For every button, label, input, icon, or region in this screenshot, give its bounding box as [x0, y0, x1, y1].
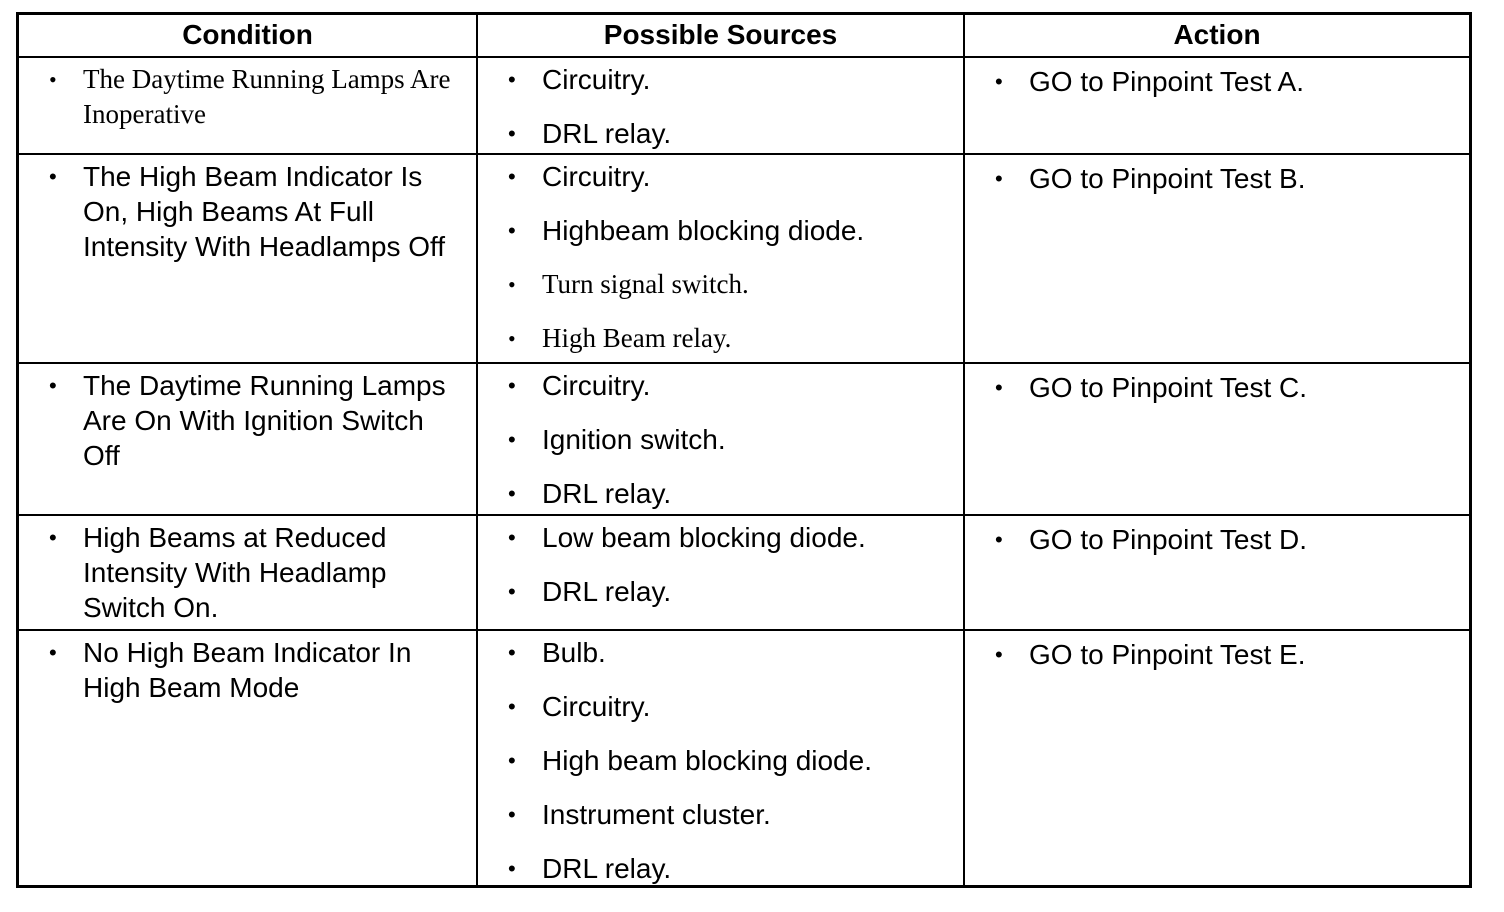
bullet: • [995, 69, 1003, 94]
table-row [19, 364, 1469, 516]
source-item: DRL relay. [542, 118, 672, 149]
source-item: Ignition switch. [542, 424, 726, 455]
bullet: • [49, 373, 57, 398]
action-cell [965, 155, 1469, 362]
bullet: • [508, 748, 516, 773]
action-text: GO to Pinpoint Test E. [1029, 639, 1306, 670]
table-row [19, 516, 1469, 631]
action-text: GO to Pinpoint Test A. [1029, 66, 1304, 97]
sources-cell [478, 364, 965, 514]
source-item: Circuitry. [542, 161, 651, 192]
bullet: • [49, 67, 57, 92]
source-item: Low beam blocking diode. [542, 522, 866, 553]
source-item: Turn signal switch. [542, 269, 749, 299]
source-item: Circuitry. [542, 691, 651, 722]
source-item: Bulb. [542, 637, 606, 668]
source-item: Circuitry. [542, 64, 651, 95]
condition-text: No High Beam Indicator In High Beam Mode [83, 637, 412, 703]
bullet: • [508, 67, 516, 92]
bullet: • [49, 164, 57, 189]
sources-cell [478, 155, 965, 362]
action-cell [965, 631, 1469, 885]
bullet: • [49, 640, 57, 665]
condition-text: The Daytime Running Lamps Are On With Ignition Switch Off [83, 370, 446, 471]
source-item: Circuitry. [542, 370, 651, 401]
condition-text: High Beams at Reduced Intensity With Headlamp Switch On. [83, 522, 387, 623]
header-condition: Condition [19, 15, 478, 56]
condition-cell [19, 155, 478, 362]
diagnosis-table [16, 12, 1472, 888]
action-text: GO to Pinpoint Test B. [1029, 163, 1306, 194]
bullet: • [995, 642, 1003, 667]
bullet: • [508, 326, 516, 351]
header-row [19, 15, 1469, 58]
condition-cell [19, 58, 478, 153]
bullet: • [995, 527, 1003, 552]
table-row [19, 58, 1469, 155]
bullet: • [508, 802, 516, 827]
source-item: DRL relay. [542, 576, 672, 607]
bullet: • [508, 525, 516, 550]
condition-text: The High Beam Indicator Is On, High Beams At Full Intensity With Headlamps Off [83, 161, 446, 262]
bullet: • [508, 427, 516, 452]
source-item: DRL relay. [542, 853, 672, 884]
condition-text: The Daytime Running Lamps Are Inoperative [83, 64, 451, 129]
header-possible-sources: Possible Sources [478, 15, 965, 56]
action-cell [965, 516, 1469, 629]
source-item: Instrument cluster. [542, 799, 771, 830]
action-cell [965, 58, 1469, 153]
bullet: • [508, 121, 516, 146]
bullet: • [508, 373, 516, 398]
action-cell [965, 364, 1469, 514]
bullet: • [508, 218, 516, 243]
condition-cell [19, 516, 478, 629]
sources-cell [478, 516, 965, 629]
bullet: • [508, 694, 516, 719]
bullet: • [508, 640, 516, 665]
bullet: • [995, 375, 1003, 400]
table-row [19, 631, 1469, 885]
action-text: GO to Pinpoint Test C. [1029, 372, 1308, 403]
bullet: • [508, 164, 516, 189]
header-action: Action [1173, 19, 1261, 50]
source-item: DRL relay. [542, 478, 672, 509]
source-item: Highbeam blocking diode. [542, 215, 865, 246]
sources-cell [478, 58, 965, 153]
source-item: High Beam relay. [542, 323, 732, 353]
bullet: • [508, 481, 516, 506]
condition-cell [19, 364, 478, 514]
bullet: • [508, 579, 516, 604]
condition-cell [19, 631, 478, 885]
source-item: High beam blocking diode. [542, 745, 872, 776]
sources-cell [478, 631, 965, 885]
table-row [19, 155, 1469, 364]
bullet: • [508, 272, 516, 297]
bullet: • [995, 166, 1003, 191]
bullet: • [508, 856, 516, 881]
action-text: GO to Pinpoint Test D. [1029, 524, 1308, 555]
bullet: • [49, 525, 57, 550]
